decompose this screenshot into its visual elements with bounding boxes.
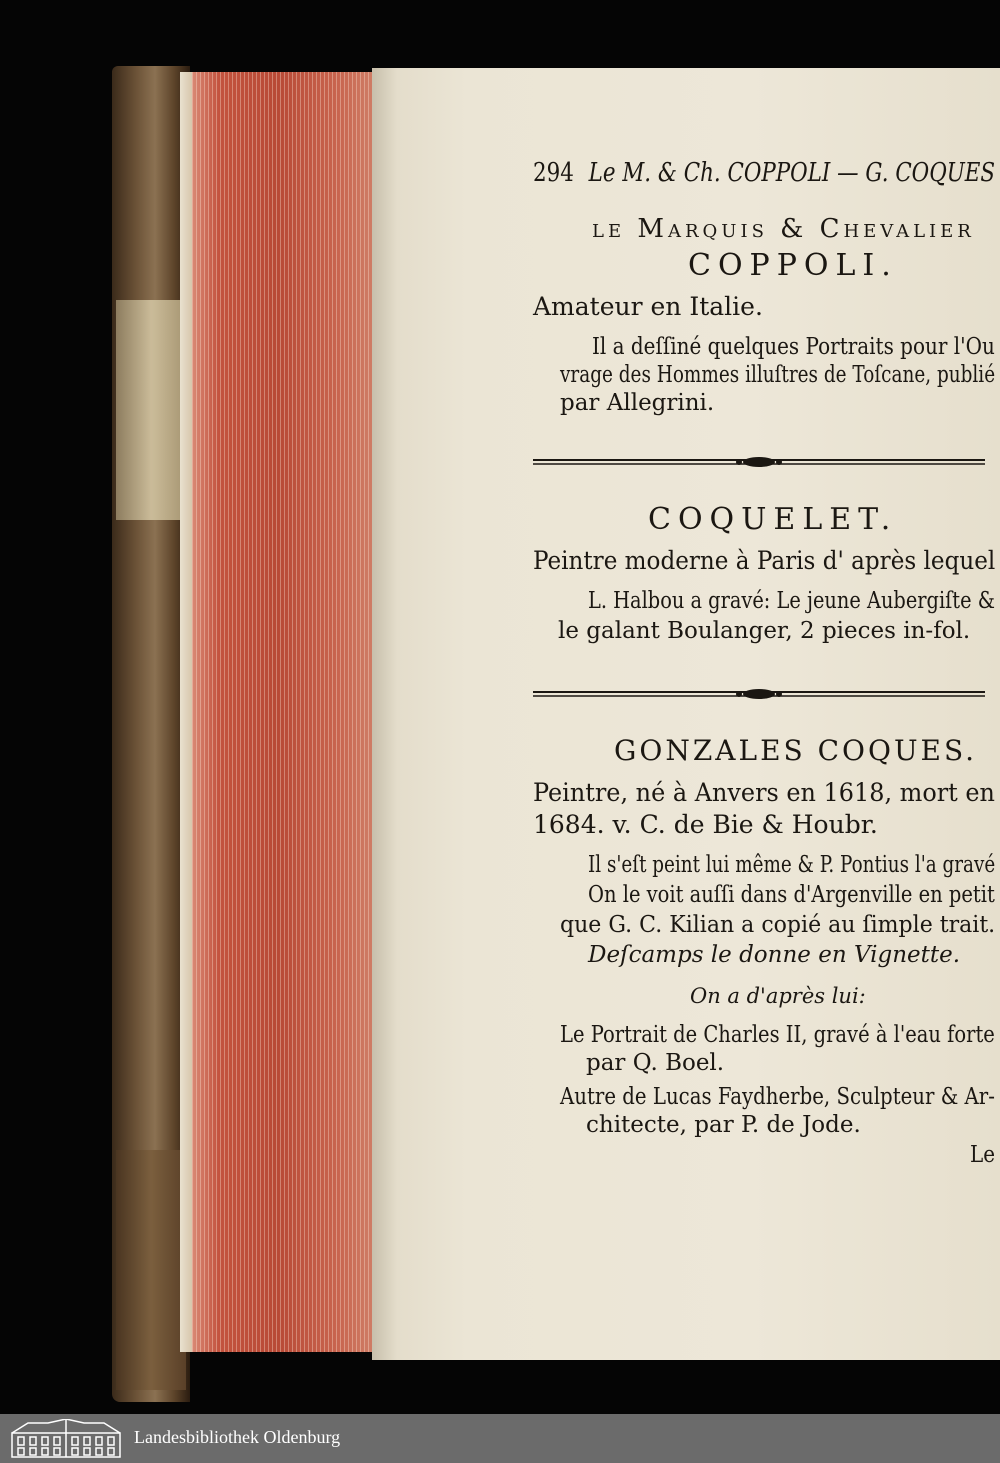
entry-heading-coppoli-line1: le Marquis & Chevalier — [592, 214, 975, 244]
library-name: Landesbibliothek Oldenburg — [134, 1427, 341, 1447]
book-fore-edge — [180, 72, 376, 1352]
entry-text-line: Amateur en Italie. — [533, 292, 763, 321]
running-head-title: Le M. & Ch. COPPOLI — G. COQUES — [588, 158, 996, 188]
entry-text-line: Peintre, né à Anvers en 1618, mort en — [533, 778, 995, 807]
entry-text-line: par Q. Boel. — [586, 1050, 725, 1076]
entry-text-line: Deſcamps le donne en Vignette. — [588, 942, 961, 968]
entry-text-line: par Allegrini. — [560, 390, 715, 416]
entry-text-line: Le Portrait de Charles II, gravé à l'eau forte — [560, 1022, 995, 1048]
ornamental-divider — [533, 688, 985, 700]
page-edge-highlight — [180, 72, 192, 1352]
entry-text-line: L. Halbou a gravé: Le jeune Aubergiſte & — [588, 588, 995, 614]
entry-heading-coquelet: COQUELET. — [648, 502, 898, 537]
ornamental-divider — [533, 456, 985, 468]
entry-text-line: On le voit auſſi dans d'Argenville en petit — [588, 882, 995, 908]
entry-text-line: Autre de Lucas Faydherbe, Sculpteur & Ar- — [560, 1084, 995, 1110]
entry-text-line: 1684. v. C. de Bie & Houbr. — [533, 810, 878, 839]
entry-text-line: chitecte, par P. de Jode. — [586, 1112, 861, 1138]
cover-wear-patch — [116, 300, 186, 520]
entry-text-line: vrage des Hommes illuſtres de Toſcane, publié — [560, 362, 996, 388]
footer-bar — [0, 1414, 1000, 1463]
book-page — [372, 68, 1000, 1360]
entry-text-line: Il s'eſt peint lui même & P. Pontius l'a gravé — [588, 852, 996, 878]
running-head — [533, 158, 995, 188]
entry-text-line: Peintre moderne à Paris d' après lequel — [533, 546, 996, 575]
catchword: Le — [970, 1142, 995, 1168]
page-number: 294 — [533, 158, 574, 188]
entry-heading-gonzales-coques: GONZALES COQUES. — [614, 734, 978, 767]
library-building-icon — [8, 1419, 124, 1459]
entry-text-line: le galant Boulanger, 2 pieces in-fol. — [558, 618, 971, 644]
entry-text-line: que G. C. Kilian a copié au ſimple trait. — [560, 912, 996, 938]
entry-text-line: Il a deſſiné quelques Portraits pour l'Ou — [592, 334, 995, 360]
entry-heading-coppoli-line2: COPPOLI. — [688, 248, 898, 283]
entry-subheading: On a d'après lui: — [690, 984, 866, 1008]
cover-leather-corner — [116, 1150, 186, 1390]
